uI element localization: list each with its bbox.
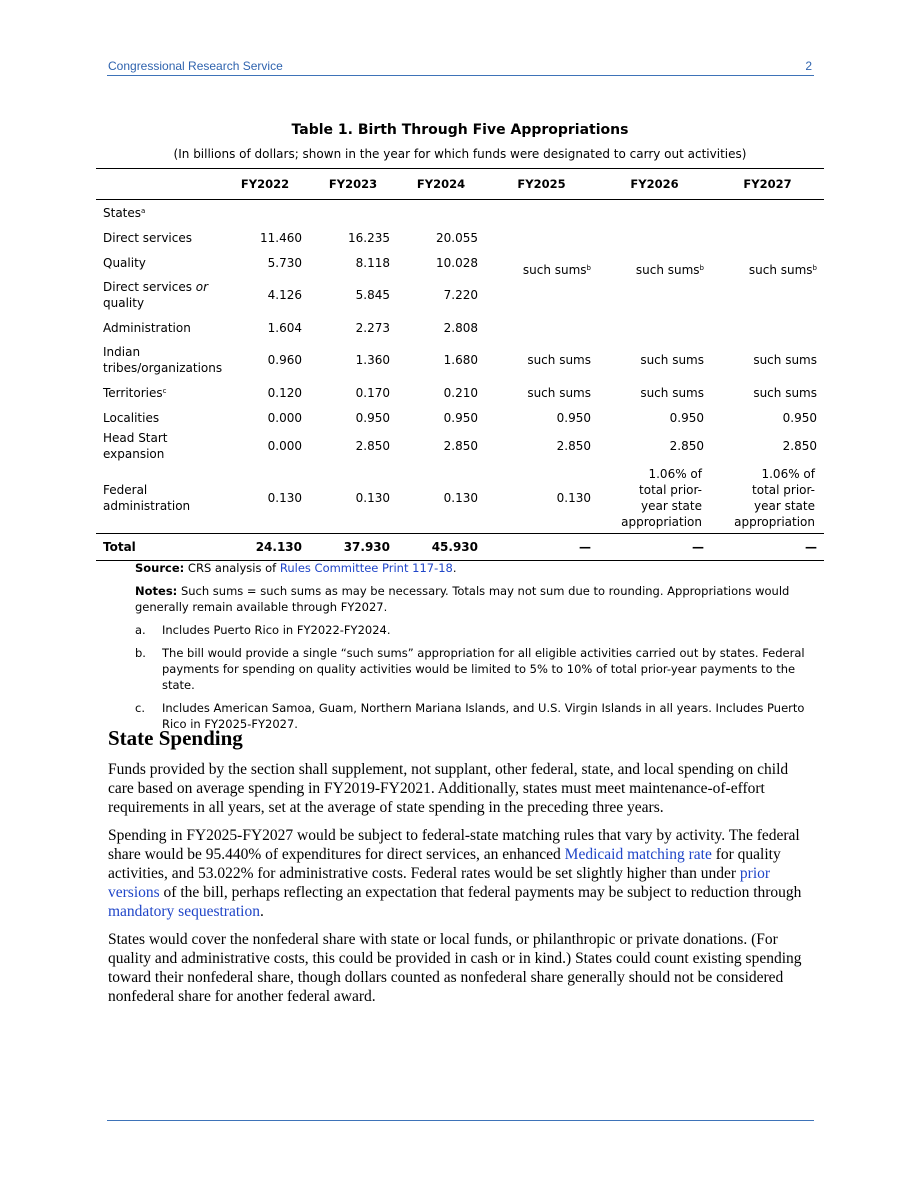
cell: 37.930 <box>309 534 397 561</box>
cell: 0.130 <box>267 490 302 505</box>
row-label: Indian tribes/organizations <box>103 345 223 375</box>
cell: such sums <box>640 385 704 400</box>
cell: 0.950 <box>669 410 704 425</box>
cell: 0.950 <box>556 410 591 425</box>
cell: 20.055 <box>436 230 478 245</box>
cell: 16.235 <box>348 230 390 245</box>
cell: 2.850 <box>556 439 591 453</box>
table-row <box>96 405 824 430</box>
cell: 0.960 <box>267 353 302 367</box>
table-row <box>96 340 824 380</box>
row-label: Direct services or quality <box>103 280 209 310</box>
cell: 0.210 <box>443 385 478 400</box>
footnote-ref: b <box>699 264 704 272</box>
table-row <box>96 462 824 534</box>
such-sums-cell: such sums$^b$ <box>748 263 817 277</box>
row-label: Administration <box>103 320 191 335</box>
cell: 0.130 <box>443 490 478 505</box>
cell: 10.028 <box>436 255 478 270</box>
cell: 2.808 <box>443 320 478 335</box>
table-row <box>96 430 824 462</box>
cell: 1.360 <box>355 353 390 367</box>
col-header: FY2022 <box>221 169 309 200</box>
section-body <box>108 760 813 1015</box>
paragraph: States would cover the nonfederal share with state or local funds, or philanthropic or private donations. (For quality and administrative costs, this could be provided in cash or in kind.) States could count existing spending toward their nonfederal share, though dollars counted as nonfederal share generally should not be considered nonfederal share for another federal award. <box>108 931 802 1005</box>
rules-committee-link[interactable]: Rules Committee Print 117-18 <box>279 561 453 575</box>
row-label: Federal administration <box>103 482 191 513</box>
table-total-row <box>96 534 824 561</box>
row-label: Direct services <box>103 230 192 245</box>
table-row <box>96 200 824 226</box>
footnote: a. Includes Puerto Rico in FY2022-FY2024. <box>135 623 391 637</box>
cell: 7.220 <box>443 288 478 302</box>
cell: — <box>485 534 598 561</box>
cell: such sums <box>527 353 591 367</box>
row-label: Head Start expansion <box>103 431 168 461</box>
cell: 5.730 <box>267 255 302 270</box>
cell: 0.170 <box>355 385 390 400</box>
cell: — <box>711 534 824 561</box>
col-header: FY2025 <box>485 169 598 200</box>
header-page-number: 2 <box>805 59 812 73</box>
medicaid-matching-rate-link[interactable]: Medicaid matching rate <box>564 846 712 863</box>
section-heading: State Spending <box>108 726 243 750</box>
row-label: Territories$^c$ <box>103 385 167 400</box>
cell: 1.06% of total prior-year state appropriation <box>734 466 815 529</box>
cell: 0.950 <box>443 410 478 425</box>
appropriations-table <box>96 168 824 561</box>
cell: 11.460 <box>260 230 302 245</box>
cell: — <box>598 534 711 561</box>
cell: such sums <box>527 385 591 400</box>
cell: 2.273 <box>355 320 390 335</box>
footnote-ref: b <box>586 264 591 272</box>
cell: 4.126 <box>267 288 302 302</box>
row-label: Localities <box>103 410 160 425</box>
cell: 2.850 <box>443 439 478 453</box>
cell: such sums <box>640 353 704 367</box>
cell: 0.950 <box>782 410 817 425</box>
prior-versions-link[interactable]: prior versions <box>108 865 771 901</box>
cell: 0.000 <box>267 410 302 425</box>
notes-line: Notes: Such sums = such sums as may be necessary. Totals may not sum due to rounding. Appropriations would generally remain available through FY2027. <box>135 584 790 614</box>
source-line: Source: CRS analysis of Rules Committee Print 117-18. <box>135 561 457 575</box>
cell: 0.130 <box>556 490 591 505</box>
table-subtitle: (In billions of dollars; shown in the year for which funds were designated to carry out activities) <box>173 147 747 161</box>
row-label: Quality <box>103 255 146 270</box>
such-sums-cell: such sums$^b$ <box>635 263 704 277</box>
cell: such sums <box>753 353 817 367</box>
cell: such sums <box>753 385 817 400</box>
footer-rule <box>107 1120 814 1121</box>
cell: 45.930 <box>397 534 485 561</box>
footnote: c. Includes American Samoa, Guam, Northern Mariana Islands, and U.S. Virgin Islands in all years. Includes Puerto Rico in FY2025-FY2027. <box>135 701 805 731</box>
such-sums-cell: such sums$^b$ <box>522 263 591 277</box>
col-header: FY2026 <box>598 169 711 200</box>
cell: 0.950 <box>355 410 390 425</box>
col-header: FY2027 <box>711 169 824 200</box>
row-label-states: States$^a$ <box>103 205 146 220</box>
footnote-ref: b <box>812 264 817 272</box>
cell: 24.130 <box>221 534 309 561</box>
cell: 2.850 <box>355 439 390 453</box>
cell: 1.06% of total prior-year state appropriation <box>621 466 702 529</box>
cell: 8.118 <box>355 255 390 270</box>
col-header: FY2023 <box>309 169 397 200</box>
table-title: Table 1. Birth Through Five Appropriations <box>291 122 629 138</box>
footnote-ref: a <box>141 206 146 215</box>
footnote: b. The bill would provide a single “such sums” appropriation for all eligible activities carried out by states. Federal payments for spending on quality activities would be limited to 5% to 10% of total prior-year payments to the state. <box>135 646 805 692</box>
cell: 1.680 <box>443 353 478 367</box>
paragraph: Spending in FY2025-FY2027 would be subject to federal-state matching rules that vary by activity. The federal share would be 95.440% of expenditures for direct services, an enhanced Medicaid matching rate for quality activities, and 53.022% for administrative costs. Federal rates would be set slightly higher than under prior versions of the bill, perhaps reflecting an expectation that federal payments may be subject to reduction through mandatory sequestration. <box>108 827 802 920</box>
header-org: Congressional Research Service <box>108 59 283 73</box>
table-row <box>96 380 824 405</box>
page-header <box>107 56 814 76</box>
cell: 5.845 <box>355 288 390 302</box>
mandatory-sequestration-link[interactable]: mandatory sequestration <box>108 903 260 920</box>
cell: 2.850 <box>782 439 817 453</box>
table-header-row <box>96 169 824 200</box>
cell: 0.120 <box>267 385 302 400</box>
table-notes <box>135 560 815 739</box>
cell: 0.130 <box>355 490 390 505</box>
col-header: FY2024 <box>397 169 485 200</box>
footnote-ref: c <box>162 386 167 395</box>
cell: 0.000 <box>267 439 302 453</box>
cell: 2.850 <box>669 439 704 453</box>
cell: 1.604 <box>267 320 302 335</box>
row-label-total: Total <box>96 534 221 561</box>
paragraph: Funds provided by the section shall supplement, not supplant, other federal, state, and local spending on child care based on average spending in FY2019-FY2021. Additionally, states must meet maintenance-of-effort requirements in all years, set at the average of state spending in the preceding three years. <box>108 761 789 816</box>
header-blank <box>96 169 221 200</box>
